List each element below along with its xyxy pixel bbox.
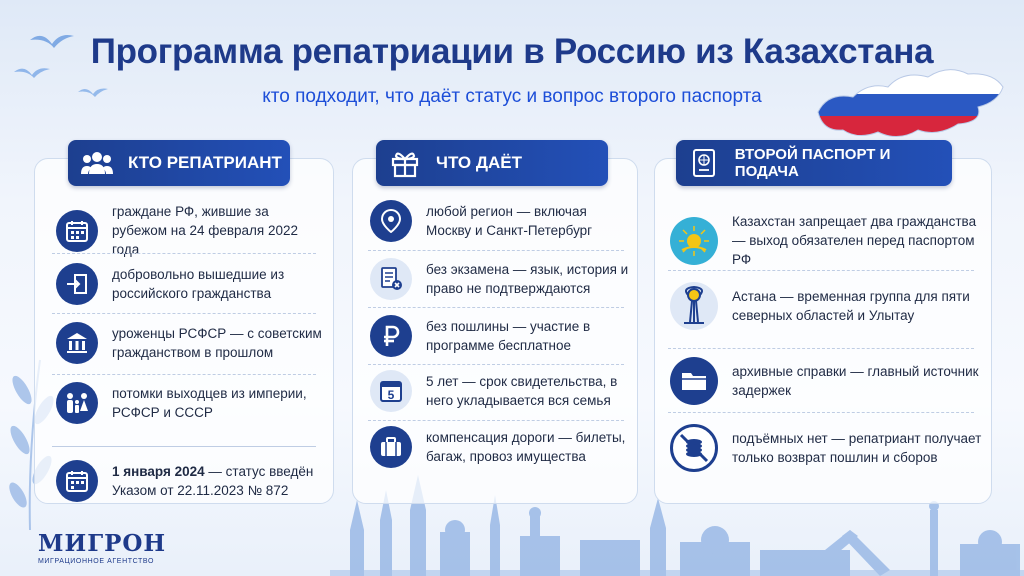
item-text: архивные справки — главный источник задержек [732,364,979,398]
item-text: Астана — временная группа для пяти северных областей и Улытау [732,289,970,323]
calendar-icon [56,210,98,252]
page-subtitle: кто подходит, что даёт статус и вопрос второго паспорта [262,86,762,107]
item-text: граждане РФ, жившие за рубежом на 24 февраля 2022 года [112,204,299,257]
list-item [56,382,326,424]
list-item [56,202,326,259]
divider [52,446,316,447]
folder-icon [670,357,718,405]
list-item [370,258,632,300]
list-item [670,212,986,269]
logo-name: МИГРОН [38,530,167,557]
header-second-passport [676,140,952,186]
svg-text:5: 5 [387,388,395,402]
header-label: ЧТО ДАЁТ [436,153,522,172]
calendar-icon [56,460,98,502]
family-icon [56,382,98,424]
suitcase-icon [370,426,412,468]
item-text: Казахстан запрещает два гражданства — выход обязателен перед паспортом РФ [732,214,977,267]
note-rest: — статус введён Указом от 22.11.2023 № 872 [112,464,314,498]
brand-logo [38,530,166,565]
list-item [670,357,986,405]
list-item [370,370,632,412]
divider [668,270,974,271]
divider [368,250,624,251]
note-text [112,462,326,500]
divider [52,253,316,254]
divider [368,364,624,365]
ruble-icon [370,315,412,357]
no-money-icon [670,424,718,472]
list-item [370,315,632,357]
divider [668,412,974,413]
list-item [670,424,986,472]
divider [52,313,316,314]
divider [52,374,316,375]
header-what-it-gives [376,140,608,186]
note-date: 1 января 2024 [112,464,205,479]
item-text: подъёмных нет — репатриант получает только возврат пошлин и сборов [732,431,982,465]
divider [668,348,974,349]
gift-icon [384,142,426,184]
baiterek-tower-icon [670,282,718,330]
item-text: любой регион — включая Москву и Санкт-Петербург [426,204,593,238]
bank-building-icon [56,322,98,364]
page-title: Программа репатриации в Россию из Казахстана [90,32,934,71]
calendar-5-icon [370,370,412,412]
list-item [370,426,632,468]
item-text: добровольно вышедшие из российского гражданства [112,267,285,301]
list-item [56,322,326,364]
document-x-icon [370,258,412,300]
passport-icon [684,142,725,184]
item-text: компенсация дороги — билеты, багаж, провоз имущества [426,430,626,464]
people-group-icon [76,142,118,184]
logo-tagline: МИГРАЦИОННОЕ АГЕНТСТВО [38,558,154,565]
list-item [56,263,326,305]
list-item [670,282,986,330]
header-label: ВТОРОЙ ПАСПОРТ И ПОДАЧА [734,146,891,180]
kazakhstan-emblem-icon [670,217,718,265]
location-pin-icon [370,200,412,242]
item-text: 5 лет — срок свидетельства, в него укладывается вся семья [426,374,618,408]
list-item [370,200,632,242]
item-text: без пошлины — участие в программе бесплатное [426,319,591,353]
item-text: без экзамена — язык, история и право не подтверждаются [426,262,629,296]
header-label: КТО РЕПАТРИАНТ [128,153,282,172]
divider [368,307,624,308]
note-item [56,460,326,502]
item-text: уроженцы РСФСР — с советским гражданством в прошлом [112,326,322,360]
item-text: потомки выходцев из империи, РСФСР и СССР [112,386,307,420]
divider [368,420,624,421]
exit-door-icon [56,263,98,305]
header-who-is-repatriate [68,140,290,186]
